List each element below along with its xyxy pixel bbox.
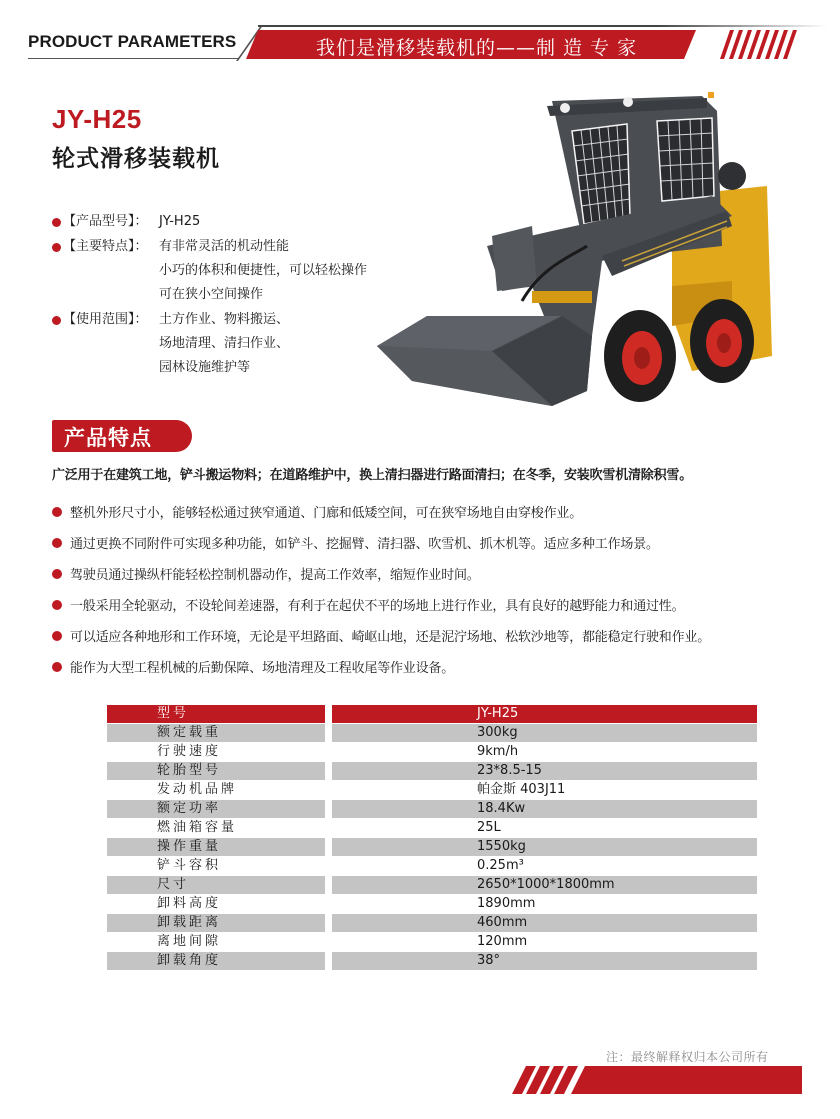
spec-value: 1550kg [332,838,757,856]
spec-header-value: JY-H25 [332,705,757,723]
spec-label: 发动机品牌 [157,782,238,797]
feature-text: 通过更换不同附件可实现多种功能，如铲斗、挖掘臂、清扫器、吹雪机、抓木机等。适应多种工作场景。 [70,537,659,552]
feature-item [52,558,832,589]
page-header-title: PRODUCT PARAMETERS [28,32,237,51]
spec-value: 120mm [477,934,528,949]
spec-value: 1890mm [477,896,536,911]
feature-item [52,589,832,620]
bullet-dot-icon [52,316,61,325]
info-label: 【产品型号】： [63,214,148,229]
spec-value: 25L [477,820,501,835]
spec-row [107,952,757,971]
spec-row [107,800,757,819]
feature-item [52,527,832,558]
spec-row [107,838,757,857]
info-value: 小巧的体积和便捷性，可以轻松操作 [159,263,368,278]
info-value: JY-H25 [159,214,201,229]
bullet-dot-icon [52,538,62,548]
product-info-list [52,210,392,381]
spec-row [107,895,757,914]
spec-row [107,743,757,762]
spec-label: 额定载重 [107,724,325,742]
bullet-dot-icon [52,631,62,641]
bullet-dot-icon [52,600,62,610]
spec-label: 铲斗容积 [157,858,222,873]
spec-value: 2650*1000*1800mm [332,876,757,894]
spec-value: 0.25m³ [477,858,524,873]
spec-label: 燃油箱容量 [157,820,238,835]
spec-label: 尺寸 [107,876,325,894]
feature-list [52,496,832,682]
info-label: 【使用范围】： [63,312,148,327]
header-banner-text: 我们是滑移装载机的——制 造 专 家 [316,37,638,59]
spec-row [107,762,757,781]
features-intro: 广泛用于在建筑工地，铲斗搬运物料；在道路维护中，换上清扫器进行路面清扫；在冬季，安装吹雪机清除积雪。 [52,468,693,483]
feature-text: 驾驶员通过操纵杆能轻松控制机器动作，提高工作效率，缩短作业时间。 [70,568,480,583]
footer-disclaimer: 注：最终解释权归本公司所有 [606,1050,769,1064]
feature-text: 整机外形尺寸小，能够轻松通过狭窄通道、门廊和低矮空间，可在狭窄场地自由穿梭作业。 [70,506,583,521]
info-value: 园林设施维护等 [159,360,251,375]
spec-label: 轮胎型号 [107,762,325,780]
bullet-dot-icon [52,243,61,252]
feature-item [52,620,832,651]
spec-value: 460mm [332,914,757,932]
info-value: 土方作业、物料搬运、 [159,312,290,327]
spec-label: 额定功率 [107,800,325,818]
features-section-title: 产品特点 [64,426,152,450]
feature-item [52,496,832,527]
bullet-dot-icon [52,507,62,517]
spec-label: 离地间隙 [157,934,222,949]
header-underline [28,58,238,59]
spec-header-label: 型号 [107,705,325,723]
feature-item [52,651,832,682]
spec-label: 卸载距离 [107,914,325,932]
footer-red-band-decoration [512,1066,802,1094]
info-value: 场地清理、清扫作业、 [159,336,290,351]
info-label: 【主要特点】： [63,239,148,254]
spec-value: 23*8.5-15 [332,762,757,780]
bullet-dot-icon [52,569,62,579]
feature-text: 可以适应各种地形和工作环境，无论是平坦路面、崎岖山地，还是泥泞场地、松软沙地等，都能稳定行驶和作业。 [70,630,711,645]
spec-value: 9km/h [477,744,519,759]
spec-row [107,781,757,800]
info-value: 有非常灵活的机动性能 [159,239,290,254]
spec-label: 卸料高度 [157,896,222,911]
bullet-dot-icon [52,218,61,227]
spec-table [107,705,757,971]
bullet-dot-icon [52,662,62,672]
spec-table-header [107,705,757,724]
spec-row [107,819,757,838]
header-stripes-decoration [720,30,800,59]
product-model-code: JY-H25 [52,104,142,134]
spec-row [107,933,757,952]
info-value: 可在狭小空间操作 [159,287,264,302]
spec-row [107,914,757,933]
spec-value: 38° [332,952,757,970]
feature-text: 一般采用全轮驱动，不设轮间差速器，有利于在起伏不平的场地上进行作业，具有良好的越野能力和通过性。 [70,599,685,614]
spec-label: 操作重量 [107,838,325,856]
spec-value: 18.4Kw [332,800,757,818]
product-model-name: 轮式滑移装载机 [52,146,220,172]
info-row-model [52,210,392,234]
spec-row [107,876,757,895]
spec-row [107,857,757,876]
spec-value: 帕金斯 403J11 [477,782,566,797]
header-top-rule [258,25,828,27]
spec-value: 300kg [332,724,757,742]
spec-label: 行驶速度 [157,744,222,759]
spec-row [107,724,757,743]
feature-text: 能作为大型工程机械的后勤保障、场地清理及工程收尾等作业设备。 [70,661,455,676]
skid-steer-loader-image [372,86,792,416]
info-row-usage [52,308,392,380]
info-row-features [52,235,392,307]
spec-label: 卸载角度 [107,952,325,970]
